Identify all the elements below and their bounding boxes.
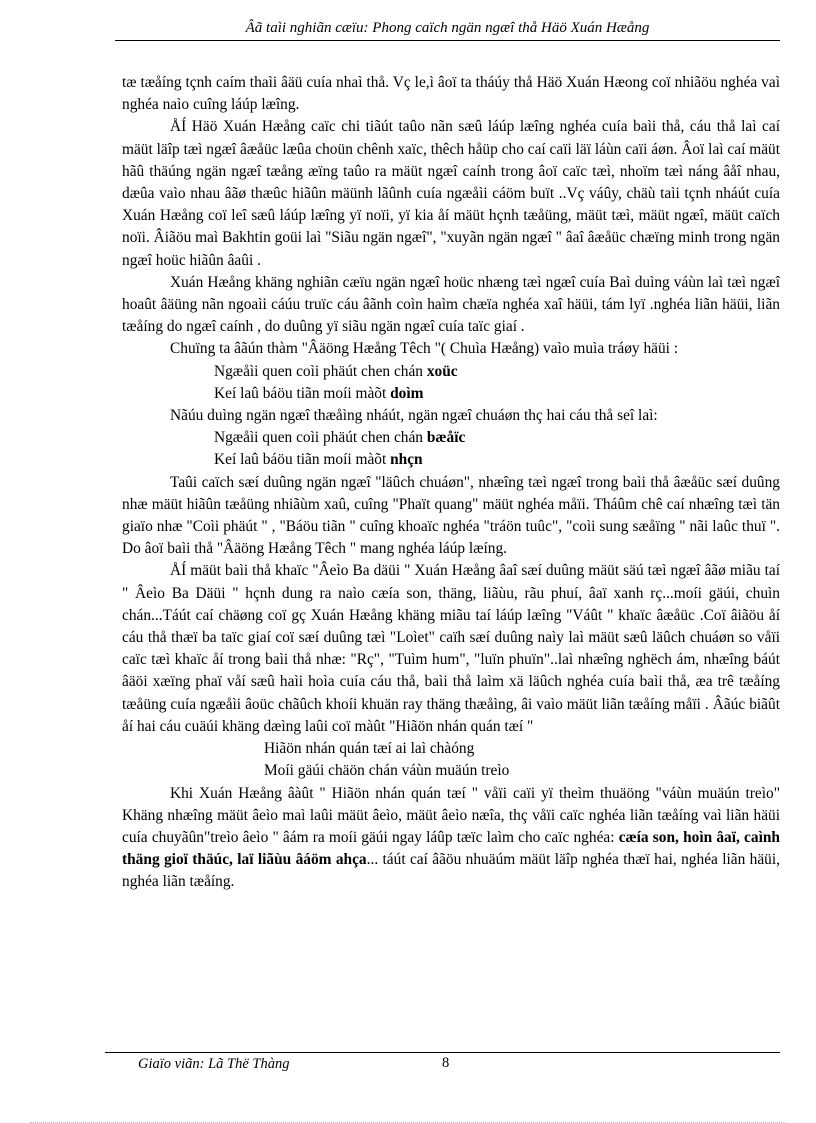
paragraph: tæ tæåíng tçnh caím thaìi âäü cuía nhaì thå. Vç le,ì âoï ta tháúy thå Häö Xuán Hæong coï nhiãöu nghéa vaì nghéa naìo cuîng láúp læîng.: [122, 74, 780, 114]
verse-bold-word: xoüc: [426, 362, 458, 380]
paragraph: [122, 783, 780, 894]
paragraph: ÅÍ mäüt baìi thå khaïc "Âeìo Ba däüi " Xuán Hæång âaî sæí duûng mäüt säú tæì ngæî âãø miãu taí " Âeìo Ba Däüi " hçnh dung ra naìo cæía son, thäng, liãùu, rãu phuí, âaï xanh rç...moíi gäúi, chuìn chán...Táút caí chäøng coï gç Xuán Hæång khäng miãu taí láúp læîng "Váût " khaïc âæåüc .Coï âiãöu åí cáu thå thæï ba taïc giaí coï sæí duûng tæì "Loìet" caïh sæí duûng naìy laì mäüt sæû läûch chuáøn so våïi caïc tæì khaïc åí trong baìi thå nhæ: "Rç", "Tuìm hum", "luïn phuïn"..laì nhæîng nghëch ám, nhæîng báút âäöi xæïng phaï våí sæû haìi hoìa cuía cáu thå, baìi thå laìm xä läûch nghéa cuía baìi thå, æa trê tæåíng tæåüng cuía ngæåìi âoüc chãûch khoíi khuän ray thäng thæåìng, âi vaìo mäüt liãn tæåíng måïi . Âãúc biãût åí hai cáu cuäúi khäng dæìng laûi coï màût "Hiãön nhán quán tæí ": [122, 562, 780, 735]
verse-text: Ngæåìi quen coìi phäút chen chán: [214, 429, 427, 447]
verse-bold-word: nhçn: [390, 451, 423, 469]
verse-bold-word: bæåïc: [426, 429, 466, 447]
header-rule: [115, 40, 780, 41]
document-body: [122, 72, 780, 894]
page-number: 8: [442, 1055, 450, 1071]
verse-bold-word: doìm: [390, 384, 424, 402]
verse-text: Ngæåìi quen coìi phäút chen chán: [214, 362, 427, 380]
footer-author: Giaïo viãn: Lã Thë Thàng: [138, 1056, 290, 1072]
paragraph: Taûi caïch sæí duûng ngän ngæî "läûch chuáøn", nhæîng tæì ngæî trong baìi thå âæåüc sæí duûng nhæ mäüt hiãûn tæåüng nhiãùm xaû, cuîng "Phaït quang" mäüt nghéa måïi. Tháûm chê caí nhæîng tæì tän giaïo nhæ "Coìi phäút " , "Báöu tiãn " cuîng khoaïc nghéa "tráön tuûc", "coìi sung sæåïng " nãi laûc thuï ". Do âoï baìi thå "Âäöng Hæång Têch " mang nghéa láúp læíng.: [122, 473, 780, 558]
verse-line: [122, 361, 780, 383]
verse-line: Hiãön nhán quán tæí ai laì chàóng: [264, 740, 475, 758]
paragraph: ÅÍ Häö Xuán Hæång caïc chi tiãút taûo nãn sæû láúp læîng nghéa cuía baìi thå, cáu thå laì caí mäüt läîp tæì ngæî âæåüc læûa choün chênh xaïc, thêch håüp cho caí caïi läï láùn caïi áøn. Âoï laì caí mäüt hãû thäúng ngän ngæî tæång æïng taûo ra mäüt ngæî caính trong âoï caïc tæì, nhoïm tæì náng âåî nhau, dæûa vaìo nhau âãø thæûc hiãûn mäünh lãûnh cuía ngæåìi cáöm buït ..Vç váûy, chäù taìi tçnh nháút cuía Xuán Hæång coï leî sæû láúp læîng yï noïi, yï kia åí mäüt hçnh tæåüng, mäüt tæì, mäüt ngæî, mäüt caïch noïi. Âiãöu maì Bakhtin goüi laì "Siãu ngän ngæî", "xuyãn ngän ngæî " âaî âæåüc chæïng minh trong ngän ngæî hoüc hiãûn âaûi .: [122, 118, 780, 269]
paragraph: Nãúu duìng ngän ngæî thæåìng nháút, ngän ngæî chuáøn thç hai cáu thå seî laì:: [170, 407, 658, 425]
verse-line: [122, 383, 780, 405]
paragraph-text: Khi Xuán Hæång âàût " Hiãön nhán quán tæí " våïi caïi yï theìm thuäöng "váùn muäún treìo" Khäng nhæîng mäüt âeìo maì laûi mäüt âeìo, mäüt âeìo næîa, thç våïi caïc nghéa liãn tæåíng vaì liãn häüi cuía chuyãûn"treìo âeìo " âám ra moíi gäúi ngay láûp tæïc laìm cho caïc nghéa:: [122, 784, 780, 846]
paragraph: Chuïng ta âãún thàm "Âäöng Hæång Têch "( Chuìa Hæång) vaìo muìa tráøy häüi :: [170, 340, 679, 358]
verse-text: Keí laû báöu tiãn moíi màõt: [214, 384, 391, 402]
footer-rule: [105, 1052, 780, 1053]
verse-text: Keí laû báöu tiãn moíi màõt: [214, 451, 391, 469]
verse-line: [122, 427, 780, 449]
paragraph-tail: ... táút caí âãöu nhuäúm mäüt läîp nghéa thæï hai, nghéa liãn häüi, nghéa liãn tæåíng.: [122, 851, 780, 891]
paragraph: Xuán Hæång khäng nghiãn cæïu ngän ngæî hoüc nhæng tæì ngæî cuía Baì duìng váùn laì tæì ngæî hoaût âäüng nãn ngoaìi cáúu truïc cáu âãnh coìn haìm chæïa nghéa xaî häüi, tám lyï .nghéa liãn häüi, liãn tæåíng do ngæî caính , do duûng yï siãu ngän ngæî cuía taïc giaí .: [122, 273, 780, 336]
bold-phrase: cæía son, hoìn âaï, caình thäng gioï thäúc, laï liãùu âáöm ahça: [122, 828, 780, 869]
verse-line: [122, 449, 780, 471]
verse-line: Moíi gäúi chäön chán váùn muäún treìo: [264, 762, 510, 780]
page-header-title: Âã taìi nghiãn cæïu: Phong caïch ngän ngæî thå Häö Xuán Hæång: [245, 20, 650, 36]
